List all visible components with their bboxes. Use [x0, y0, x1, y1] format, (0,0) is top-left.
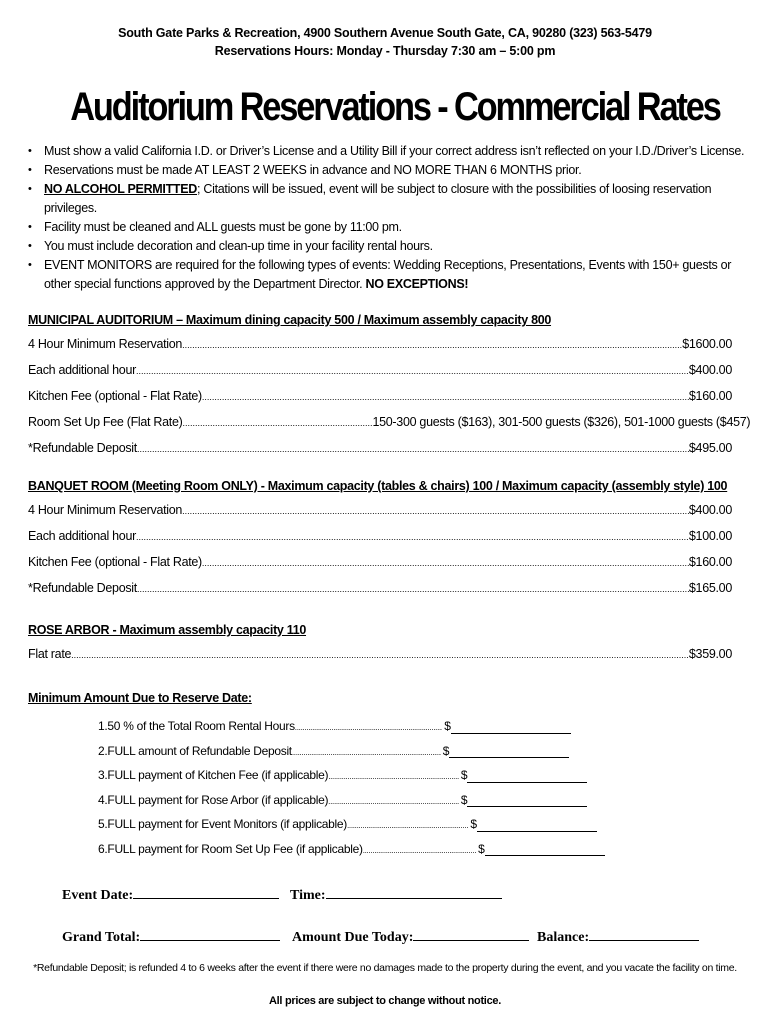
- amount-blank-field[interactable]: [451, 719, 571, 734]
- municipal-auditorium-section: [28, 309, 751, 461]
- no-exceptions-emphasis: NO EXCEPTIONS!: [365, 277, 469, 291]
- banquet-room-section: [28, 475, 732, 601]
- grand-total-field[interactable]: [140, 926, 280, 941]
- minimum-due-item: 1.50 % of the Total Room Rental Hours ..... $: [98, 714, 718, 739]
- amount-due-label: Amount Due Today:: [292, 930, 414, 945]
- rate-row: *Refundable Deposit ..... $165.00: [28, 575, 732, 601]
- rate-row: *Refundable Deposit ..... $495.00: [28, 435, 732, 461]
- header-hours: Reservations Hours: Monday - Thursday 7:30 am – 5:00 pm: [214, 44, 556, 58]
- rose-arbor-section: [28, 619, 732, 667]
- header-address: South Gate Parks & Recreation, 4900 Southern Avenue South Gate, CA, 90280 (323) 563-5479: [118, 26, 652, 40]
- time-field[interactable]: [326, 884, 502, 899]
- minimum-due-list: [98, 714, 718, 861]
- amount-blank-field[interactable]: [467, 792, 587, 807]
- rate-row: Kitchen Fee (optional - Flat Rate) ..... $160.00: [28, 383, 732, 409]
- rate-row: Flat rate ..... $359.00: [28, 641, 732, 667]
- rule-item: • Reservations must be made AT LEAST 2 WEEKS in advance and NO MORE THAN 6 MONTHS prior.: [28, 161, 748, 180]
- rate-row: Each additional hour ..... $100.00: [28, 523, 732, 549]
- minimum-due-item: 3.FULL payment of Kitchen Fee (if applicable) ..... $: [98, 763, 718, 788]
- amount-blank-field[interactable]: [467, 768, 587, 783]
- rate-row: 4 Hour Minimum Reservation ..... $1600.00: [28, 331, 732, 357]
- section-heading: MUNICIPAL AUDITORIUM – Maximum dining capacity 500 / Maximum assembly capacity 800: [28, 313, 552, 327]
- event-date-field[interactable]: [133, 884, 279, 899]
- section-heading: BANQUET ROOM (Meeting Room ONLY) - Maximum capacity (tables & chairs) 100 / Maximum capacity (assembly style) 100: [28, 479, 728, 493]
- rule-item: • NO ALCOHOL PERMITTED; Citations will be issued, event will be subject to closure with the possibilities of loosing reservation privileges.: [28, 180, 748, 218]
- minimum-due-item: 4.FULL payment for Rose Arbor (if applicable) ..... $: [98, 788, 718, 813]
- minimum-due-item: 2.FULL amount of Refundable Deposit ..... $: [98, 739, 718, 764]
- balance-label: Balance:: [537, 930, 590, 945]
- rule-item: • Facility must be cleaned and ALL guests must be gone by 11:00 pm.: [28, 218, 748, 237]
- minimum-due-item: 6.FULL payment for Room Set Up Fee (if applicable) ..... $: [98, 837, 718, 862]
- page-title: Auditorium Reservations - Commercial Rates: [70, 85, 720, 129]
- minimum-due-section: [28, 688, 732, 856]
- rate-row: Kitchen Fee (optional - Flat Rate) ..... $160.00: [28, 549, 732, 575]
- rate-row: Room Set Up Fee (Flat Rate) ..... 150-300 guests ($163), 301-500 guests ($326), 501-1000 guests ($457): [28, 409, 732, 435]
- event-date-label: Event Date:: [62, 888, 134, 903]
- page-header: [0, 24, 770, 60]
- deposit-footnote: *Refundable Deposit; is refunded 4 to 6 weeks after the event if there were no damages made to the property during the event, and you vacate the facility on time.: [33, 962, 737, 974]
- amount-blank-field[interactable]: [449, 743, 569, 758]
- rate-row: 4 Hour Minimum Reservation ..... $400.00: [28, 497, 732, 523]
- rule-item: • EVENT MONITORS are required for the following types of events: Wedding Receptions, Presentations, Events with 150+ guests or other special functions approved by the Department Director. NO EXCEPTIONS!: [28, 256, 748, 294]
- grand-total-label: Grand Total:: [62, 930, 141, 945]
- price-disclaimer: All prices are subject to change without notice.: [269, 995, 501, 1007]
- balance-field[interactable]: [589, 926, 699, 941]
- rule-item: • You must include decoration and clean-up time in your facility rental hours.: [28, 237, 748, 256]
- amount-blank-field[interactable]: [485, 841, 605, 856]
- rate-row: Each additional hour ..... $400.00: [28, 357, 732, 383]
- rules-list: [28, 142, 748, 294]
- time-label: Time:: [290, 888, 326, 903]
- amount-due-field[interactable]: [413, 926, 529, 941]
- section-heading: Minimum Amount Due to Reserve Date:: [28, 691, 252, 705]
- section-heading: ROSE ARBOR - Maximum assembly capacity 110: [28, 623, 307, 637]
- minimum-due-item: 5.FULL payment for Event Monitors (if applicable) ..... $: [98, 812, 718, 837]
- no-alcohol-emphasis: NO ALCOHOL PERMITTED: [44, 182, 198, 196]
- rule-item: • Must show a valid California I.D. or Driver’s License and a Utility Bill if your correct address isn’t reflected on your I.D./Driver’s License.: [28, 142, 748, 161]
- amount-blank-field[interactable]: [477, 817, 597, 832]
